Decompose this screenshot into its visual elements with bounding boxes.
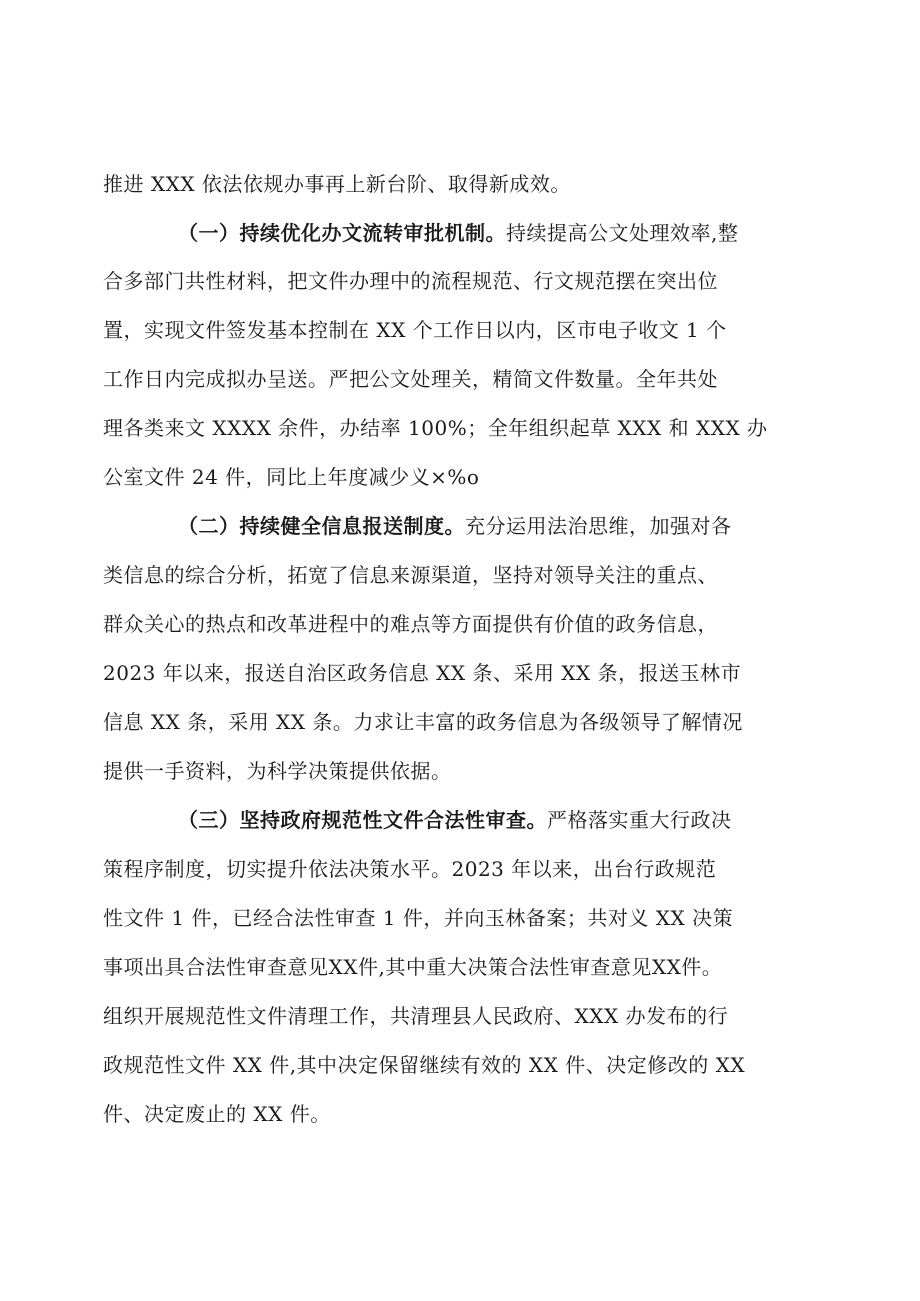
section-heading: （二）持续健全信息报送制度。 <box>178 514 465 538</box>
text-line: 理各类来文 XXXX 余件，办结率 100%；全年组织起草 XXX 和 XXX 办 <box>103 416 768 440</box>
section-body-text: 充分运用法治思维，加强对各 <box>465 514 732 538</box>
text-line: 合多部门共性材料，把文件办理中的流程规范、行文规范摆在突出位 <box>103 269 718 293</box>
section-heading-line <box>178 215 738 251</box>
text-line: 置，实现文件签发基本控制在 XX 个工作日以内，区市电子收文 1 个 <box>103 318 727 342</box>
text-line: 策程序制度，切实提升依法决策水平。2023 年以来，出台行政规范 <box>103 857 717 881</box>
text-line: 政规范性文件 XX 件,其中决定保留继续有效的 XX 件、决定修改的 XX <box>103 1053 746 1077</box>
section-line-text <box>178 808 732 832</box>
text-line: 性文件 1 件，已经合法性审查 1 件，并向玉林备案；共对义 XX 决策 <box>103 906 734 930</box>
section-body-text: 严格落实重大行政决 <box>547 808 732 832</box>
text-line: 事项出具合法性审查意见XX件,其中重大决策合法性审查意见XX件。 <box>103 955 723 979</box>
section-line-text <box>178 514 732 538</box>
text-line: 提供一手资料，为科学决策提供依据。 <box>103 759 452 783</box>
text-line: 类信息的综合分析，拓宽了信息来源渠道，坚持对领导关注的重点、 <box>103 563 718 587</box>
text-line: 组织开展规范性文件清理工作，共清理县人民政府、XXX 办发布的行 <box>103 1004 729 1028</box>
section-heading: （一）持续优化办文流转审批机制。 <box>178 221 506 245</box>
section-body-text: 持续提高公文处理效率,整 <box>506 221 739 245</box>
text-line: 公室文件 24 件，同比上年度减少义×%o <box>103 465 480 489</box>
section-heading: （三）坚持政府规范性文件合法性审查。 <box>178 808 547 832</box>
text-line: 件、决定废止的 XX 件。 <box>103 1102 331 1126</box>
section-heading-line <box>178 508 732 544</box>
text-line: 工作日内完成拟办呈送。严把公文处理关，精简文件数量。全年共处 <box>103 367 718 391</box>
text-line: 2023 年以来，报送自治区政务信息 XX 条、采用 XX 条，报送玉林市 <box>103 661 742 685</box>
text-line: 推进 XXX 依法依规办事再上新台阶、取得新成效。 <box>103 172 571 196</box>
text-line: 信息 XX 条，采用 XX 条。力求让丰富的政务信息为各级领导了解情况 <box>103 710 743 734</box>
section-line-text <box>178 221 738 245</box>
text-line: 群众关心的热点和改革进程中的难点等方面提供有价值的政务信息， <box>103 612 718 636</box>
section-heading-line <box>178 802 732 838</box>
